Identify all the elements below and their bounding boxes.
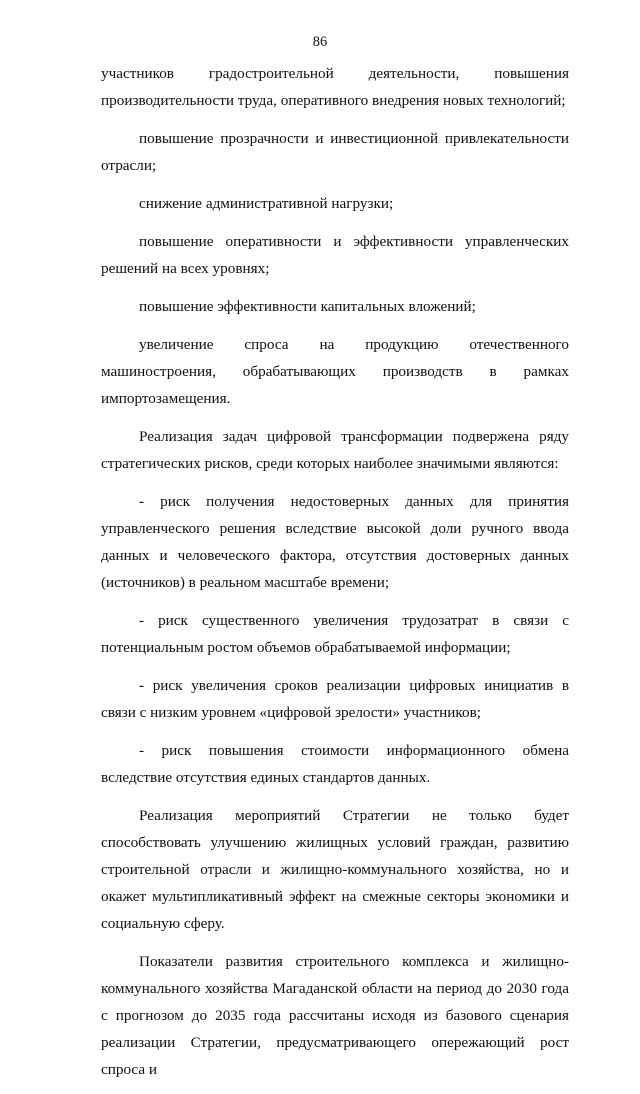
list-item-capital-investment: повышение эффективности капитальных вложений; — [139, 298, 476, 315]
list-item-transparency: повышение прозрачности и инвестиционной привлекательности отрасли; — [101, 130, 569, 174]
list-item-decision-efficiency: повышение оперативности и эффективности управленческих решений на всех уровнях; — [101, 233, 569, 277]
body-text — [101, 60, 569, 1094]
risk-item-labor-costs: - риск существенного увеличения трудозатрат в связи с потенциальным ростом объемов обрабатываемой информации; — [101, 612, 569, 656]
list-item-demand-growth: увеличение спроса на продукцию отечественного машиностроения, обрабатывающих производств в рамках импортозамещения. — [101, 336, 569, 407]
risk-item-timelines: - риск увеличения сроков реализации цифровых инициатив в связи с низким уровнем «цифровой зрелости» участников; — [101, 677, 569, 721]
paragraph-strategy-effect: Реализация мероприятий Стратегии не только будет способствовать улучшению жилищных условий граждан, развитию строительной отрасли и жилищно-коммунального хозяйства, но и окажет мультипликативный эффект на смежные секторы экономики и социальную сферу. — [101, 807, 569, 932]
paragraph-continuation: участников градостроительной деятельности, повышения производительности труда, оперативного внедрения новых технологий; — [101, 65, 569, 109]
risk-item-unreliable-data: - риск получения недостоверных данных для принятия управленческого решения вследствие высокой доли ручного ввода данных и человеческого фактора, отсутствия достоверных данных (источников) в реальном масштабе времени; — [101, 493, 569, 591]
paragraph-indicators: Показатели развития строительного комплекса и жилищно-коммунального хозяйства Магаданской области на период до 2030 года с прогнозом до 2035 года рассчитаны исходя из базового сценария реализации Стратегии, предусматривающего опережающий рост спроса и — [101, 953, 569, 1078]
paragraph-risks-intro: Реализация задач цифровой трансформации подвержена ряду стратегических рисков, среди которых наиболее значимыми являются: — [101, 428, 569, 472]
page-number: 86 — [312, 34, 328, 50]
risk-item-exchange-cost: - риск повышения стоимости информационного обмена вследствие отсутствия единых стандартов данных. — [101, 742, 569, 786]
list-item-admin-burden: снижение административной нагрузки; — [139, 195, 394, 212]
